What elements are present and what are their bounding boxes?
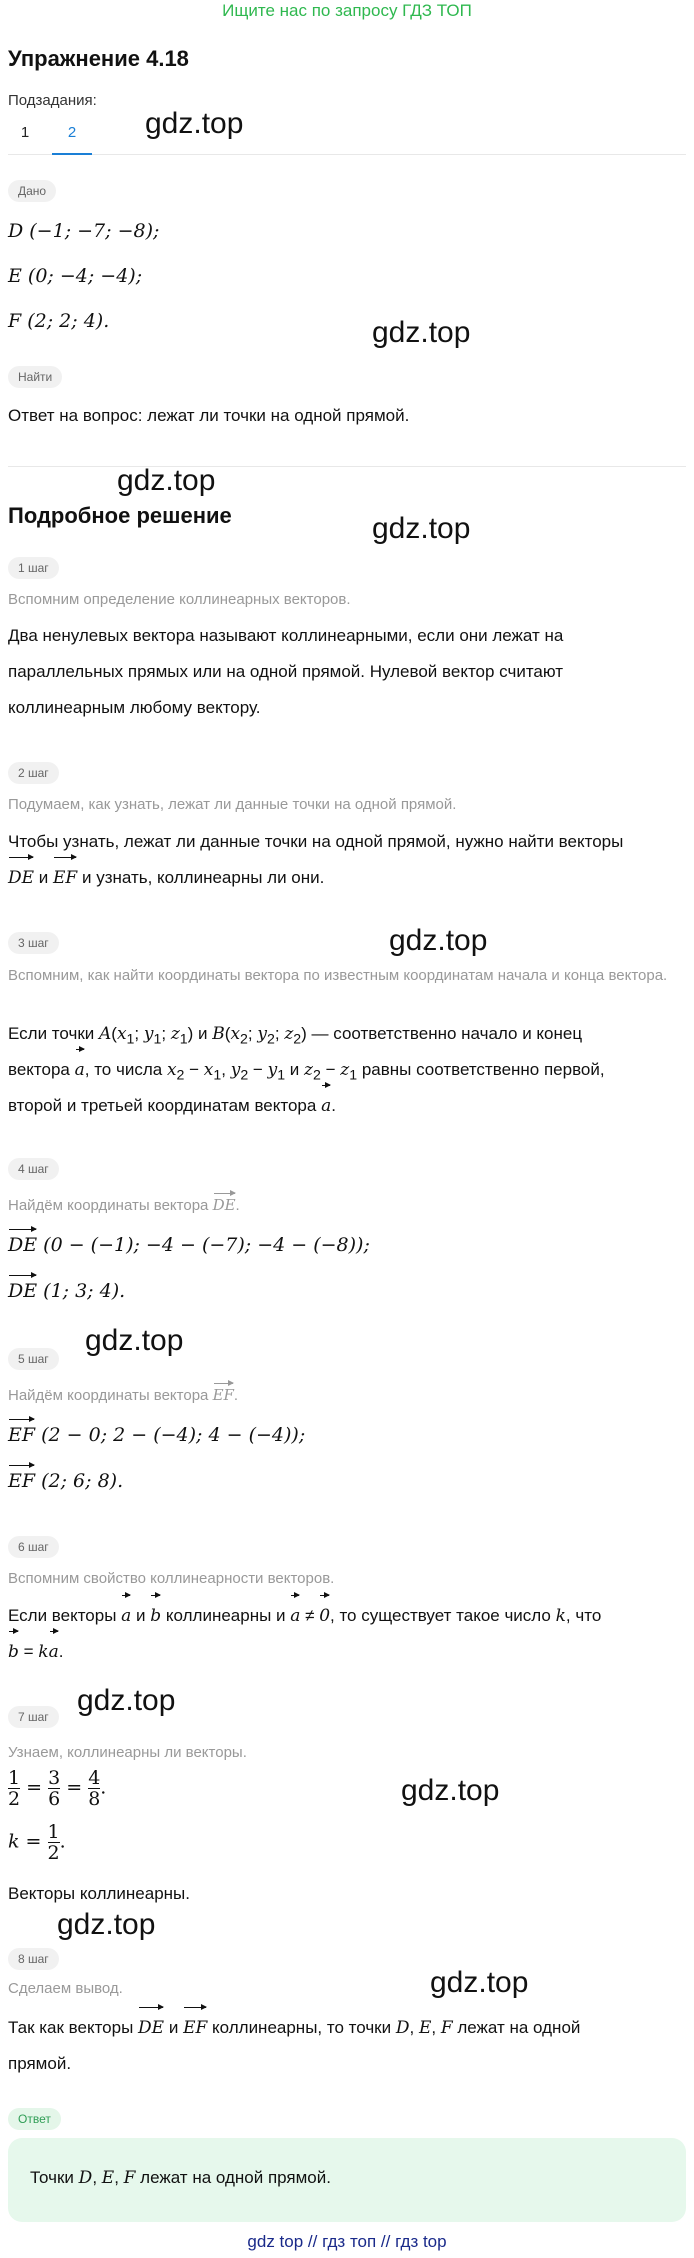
step-6-hint: Вспомним свойство коллинеарности векторов.	[8, 1570, 335, 1587]
step-1-text-line: Два ненулевых вектора называют коллинеарными, если они лежат на	[8, 626, 564, 645]
step-7-chip: 7 шаг	[8, 1706, 59, 1728]
step-6-text: Если векторы a и b коллинеарны и a ≠ 0, то существует такое число k, что	[8, 1598, 688, 1634]
step-4-line-1: DE (0 − (−1); −4 − (−7); −4 − (−8));	[8, 1234, 370, 1256]
vector-ef: EF	[53, 860, 77, 896]
step-5-hint: Найдём координаты вектора EF.	[8, 1386, 239, 1404]
step-8-hint: Сделаем вывод.	[8, 1980, 123, 1997]
vector-de: DE	[8, 860, 34, 896]
solution-title: Подробное решение	[8, 503, 232, 528]
step-3-text: вектора a, то числа $x_2 - x_1$, $y_2 - y_1$ и $z_2 - z_1$ равны соответственно первой,	[8, 1052, 688, 1093]
step-6-chip: 6 шаг	[8, 1536, 59, 1558]
step-4-line-2: DE (1; 3; 4).	[8, 1280, 126, 1302]
given-line-d: D (−1; −7; −8);	[8, 220, 160, 242]
step-7-k: k = $\frac{1}{2}$ .	[8, 1821, 66, 1864]
footer-links[interactable]: gdz top // гдз топ // гдз top	[247, 2232, 447, 2251]
watermark: gdz.top	[372, 512, 471, 545]
step-3-hint: Вспомним, как найти координаты вектора по известным координатам начала и конца вектора.	[8, 967, 668, 984]
watermark: gdz.top	[145, 107, 244, 140]
step-1-text-line: параллельных прямых или на одной прямой. Нулевой вектор считают	[8, 662, 564, 681]
find-text: Ответ на вопрос: лежат ли точки на одной прямой.	[8, 406, 410, 425]
watermark: gdz.top	[57, 1908, 156, 1941]
step-7-result: Векторы коллинеарны.	[8, 1884, 190, 1903]
given-line-f: F (2; 2; 4).	[8, 310, 110, 332]
tab-subtask-2[interactable]: 2	[67, 124, 77, 141]
step-3-text: Если точки $A(x_1$; $y_1$; $z_1$) и $B(x_2$; $y_2$; $z_2$) — соответственно начало и конец	[8, 1024, 583, 1048]
step-6-formula: b = ka.	[8, 1634, 688, 1670]
step-1-text-line: коллинеарным любому вектору.	[8, 698, 261, 717]
step-7-hint: Узнаем, коллинеарны ли векторы.	[8, 1744, 247, 1761]
given-chip: Дано	[8, 180, 56, 202]
page-title: Упражнение 4.18	[8, 46, 189, 71]
tab-subtask-1[interactable]: 1	[20, 124, 30, 141]
watermark: gdz.top	[85, 1324, 184, 1357]
active-tab-indicator	[52, 153, 92, 155]
subtasks-label: Подзадания:	[8, 92, 97, 109]
step-1-hint: Вспомним определение коллинеарных векторов.	[8, 591, 351, 608]
top-banner[interactable]: Ищите нас по запросу ГДЗ ТОП	[222, 1, 472, 20]
step-8-chip: 8 шаг	[8, 1948, 59, 1970]
step-7-ratios: $\frac{1}{2}$ = $\frac{3}{6}$ = $\frac{4}{8}$ .	[8, 1767, 107, 1810]
step-2-chip: 2 шаг	[8, 762, 59, 784]
step-8-text: Так как векторы DE и EF коллинеарны, то точки D, E, F лежат на одной	[8, 2010, 688, 2046]
section-divider	[8, 466, 686, 467]
watermark: gdz.top	[389, 924, 488, 957]
step-5-line-2: EF (2; 6; 8).	[8, 1470, 124, 1492]
step-1-chip: 1 шаг	[8, 557, 59, 579]
watermark: gdz.top	[430, 1966, 529, 1999]
step-2-text: Чтобы узнать, лежат ли данные точки на одной прямой, нужно найти векторы	[8, 832, 624, 851]
step-5-line-1: EF (2 − 0; 2 − (−4); 4 − (−4));	[8, 1424, 306, 1446]
given-line-e: E (0; −4; −4);	[8, 265, 143, 287]
step-8-text-2: прямой.	[8, 2054, 72, 2073]
watermark: gdz.top	[77, 1684, 176, 1717]
watermark: gdz.top	[372, 316, 471, 349]
step-5-chip: 5 шаг	[8, 1348, 59, 1370]
step-3-chip: 3 шаг	[8, 932, 59, 954]
tabs-divider	[8, 154, 686, 155]
step-3-text: второй и третьей координатам вектора a.	[8, 1088, 688, 1124]
find-chip: Найти	[8, 366, 62, 388]
watermark: gdz.top	[401, 1774, 500, 1807]
step-4-hint: Найдём координаты вектора DE.	[8, 1196, 240, 1214]
watermark: gdz.top	[117, 464, 216, 497]
step-4-chip: 4 шаг	[8, 1158, 59, 1180]
step-2-hint: Подумаем, как узнать, лежат ли данные точки на одной прямой.	[8, 796, 457, 813]
step-2-text-2: DE и EF и узнать, коллинеарны ли они.	[8, 860, 688, 896]
answer-chip: Ответ	[8, 2108, 61, 2130]
answer-text: Точки D, E, F лежат на одной прямой.	[30, 2168, 331, 2188]
